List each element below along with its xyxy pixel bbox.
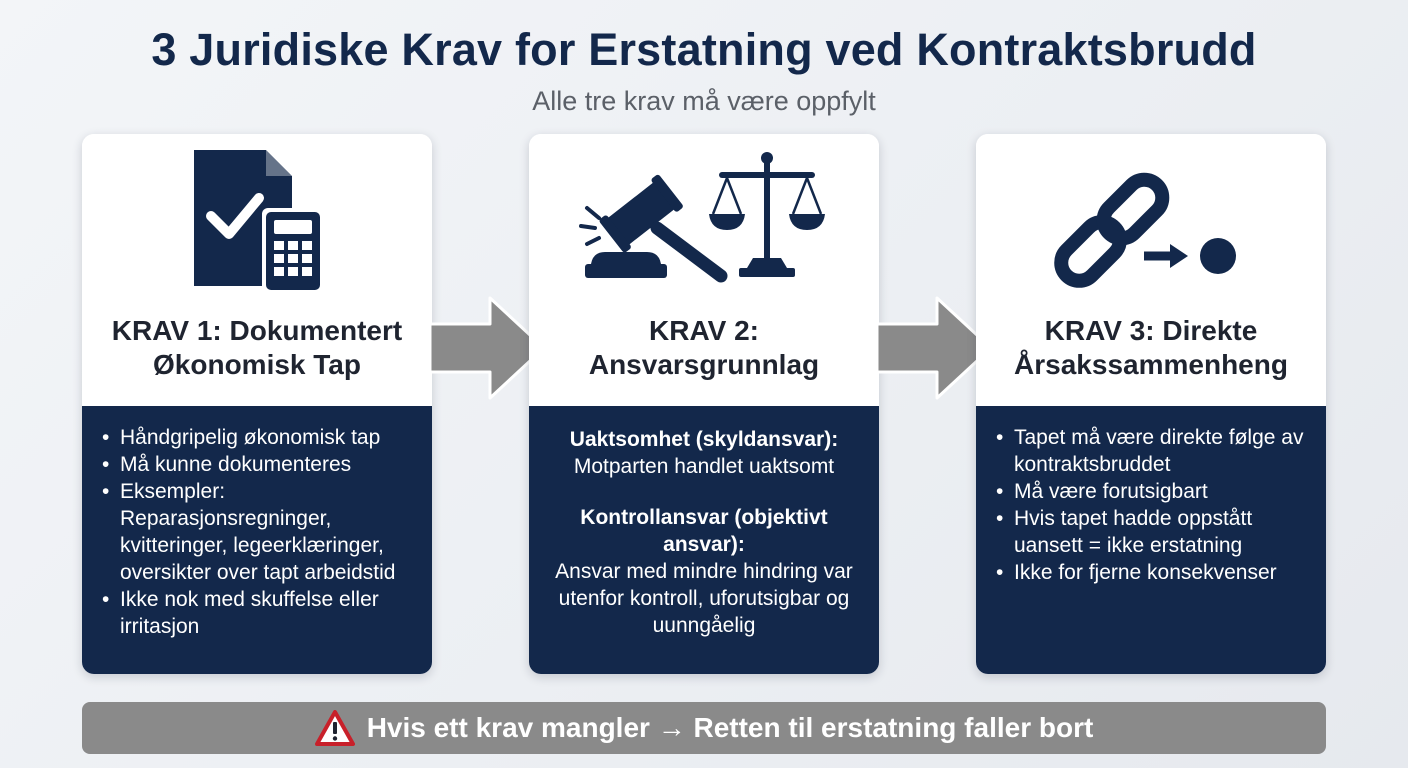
list-item: • Tapet må være direkte følge av kontraktsbruddet — [996, 424, 1312, 478]
warning-icon — [315, 710, 355, 746]
requirement-card-2 — [529, 134, 879, 674]
requirement-card-1 — [82, 134, 432, 674]
card-body — [976, 406, 1326, 674]
list-item: • Må være forutsigbart — [996, 478, 1312, 505]
list-item: • Håndgripelig økonomisk tap — [102, 424, 418, 451]
card-header — [82, 134, 432, 406]
chain-link-arrow-icon — [976, 146, 1326, 306]
card-body — [529, 406, 879, 674]
card-header — [529, 134, 879, 406]
list-item: • Ikke for fjerne konsekvenser — [996, 559, 1312, 586]
list-item: • Ikke nok med skuffelse eller irritasjon — [102, 586, 418, 640]
page-title: 3 Juridiske Krav for Erstatning ved Kontraktsbrudd — [151, 24, 1257, 75]
card-title: KRAV 2: Ansvarsgrunnlag — [588, 315, 820, 380]
list-item: • Eksempler: Reparasjonsregninger, kvitteringer, legeerklæringer, oversikter over tapt arbeidstid — [102, 478, 418, 586]
warning-banner — [82, 702, 1326, 754]
card-body — [82, 406, 432, 674]
requirement-card-3 — [976, 134, 1326, 674]
list-item: • Må kunne dokumenteres — [102, 451, 418, 478]
card-header — [976, 134, 1326, 406]
gavel-and-scales-icon — [529, 146, 879, 306]
section-text: Ansvar med mindre hindring var utenfor kontroll, uforutsigbar og uunngåelig — [555, 560, 853, 637]
section-text: Motparten handlet uaktsomt — [573, 455, 835, 478]
banner-text: Hvis ett krav mangler → Retten til erstatning faller bort — [366, 712, 1094, 743]
page-subtitle: Alle tre krav må være oppfylt — [532, 86, 876, 116]
card-title: KRAV 3: Direkte Årsakssammenheng — [1014, 315, 1288, 380]
card-title: KRAV 1: Dokumentert Økonomisk Tap — [111, 315, 403, 380]
section-heading: Kontrollansvar (objektivt ansvar): — [580, 506, 828, 556]
section-heading: Uaktsomhet (skyldansvar): — [569, 428, 839, 451]
document-check-calculator-icon — [82, 146, 432, 306]
list-item: • Hvis tapet hadde oppstått uansett = ikke erstatning — [996, 505, 1312, 559]
